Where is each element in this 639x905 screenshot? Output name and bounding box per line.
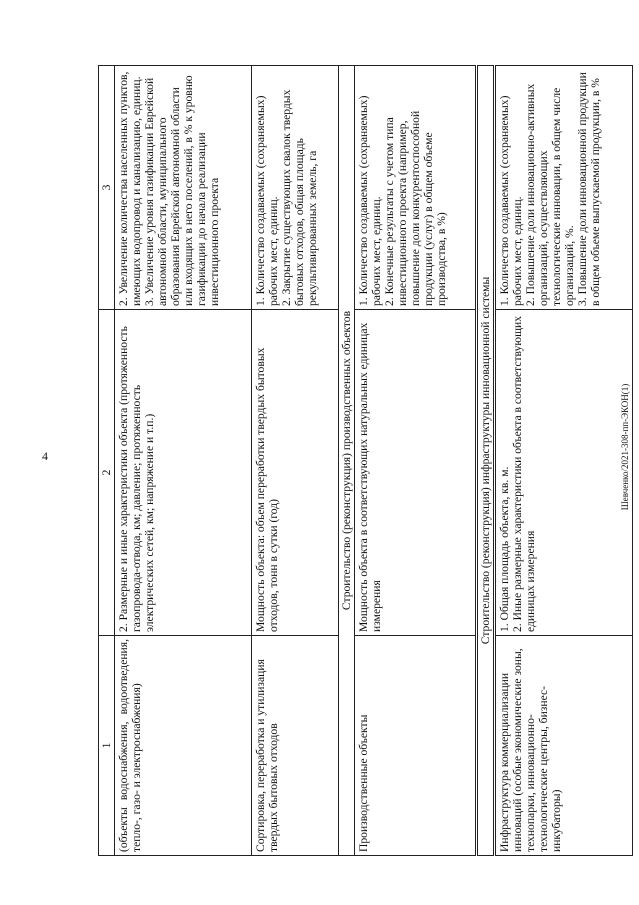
result-item: 3. Увеличение уровня газификации Еврейской автономной области, муниципального образования Еврейской автономной области или входящих в него поселений, в % к уровню газификации до начала реализации инвестиционного проекта bbox=[143, 75, 221, 306]
result-item: 2. Конечные результаты с учетом типа инвестиционного проекта (например, повышение доли конкурентоспособной продукции (услуг) в общем объеме производства, в %) bbox=[383, 110, 449, 306]
characteristic-item: 2. Иные размерные характеристики объекта в соответствующих единицах измерения bbox=[511, 315, 538, 632]
rotated-table-container bbox=[98, 66, 633, 856]
table-row bbox=[251, 66, 339, 856]
result-item: 3. Повышение доли инновационной продукции в общем объеме выпускаемой продукции, в % bbox=[576, 72, 603, 306]
footer-document-code: Шевченко/2021-308-пп-ЭКОН(1) bbox=[620, 383, 630, 511]
table-row bbox=[495, 66, 633, 856]
characteristic-cell: Мощность объекта в соответствующих натуральных единицах измерения bbox=[355, 310, 477, 636]
column-number-1: 1 bbox=[99, 636, 115, 856]
result-indicator-cell bbox=[115, 66, 252, 310]
result-item: 2. Закрытие существующих свалок твердых бытовых отходов, общая площадь рекультивированных земель, га bbox=[279, 89, 319, 306]
object-type-cell: (объекты водоснабжения, водоотведения, тепло-, газо- и электроснабжения) bbox=[115, 636, 252, 856]
characteristic-item: 1. Общая площадь объекта, кв. м. bbox=[498, 466, 512, 632]
characteristic-cell bbox=[495, 310, 633, 636]
object-type-cell: Инфраструктура коммерциализации инноваций (особые экономические зоны, технопарки, инновационно-технологические центры, бизнес-инкубаторы) bbox=[495, 636, 633, 856]
result-item: 1. Количество создаваемых (сохраняемых) рабочих мест, единиц. bbox=[357, 95, 384, 306]
object-type-cell: Сортировка, переработка и утилизация твердых бытовых отходов bbox=[251, 636, 339, 856]
object-type-cell: Производственные объекты bbox=[355, 636, 477, 856]
characteristic-cell: 2. Размерные и иные характеристики объекта (протяженность газопровода-отвода, км; давление; протяженность электрических сетей, км; напряжение и т.п.) bbox=[115, 310, 252, 636]
section-title-production: Строительство (реконструкция) производственных объектов bbox=[339, 66, 355, 856]
result-item: 1. Количество создаваемых (сохраняемых) рабочих мест, единиц. bbox=[498, 95, 525, 306]
column-number-3: 3 bbox=[99, 66, 115, 310]
result-indicator-cell bbox=[495, 66, 633, 310]
characteristic-cell: Мощность объекта: объем переработки твердых бытовых отходов, тонн в сутки (год) bbox=[251, 310, 339, 636]
column-number-2: 2 bbox=[99, 310, 115, 636]
section-header-row bbox=[477, 66, 495, 856]
result-indicator-cell bbox=[251, 66, 339, 310]
section-header-row bbox=[339, 66, 355, 856]
column-numbers-row bbox=[99, 66, 115, 856]
table-row bbox=[355, 66, 477, 856]
section-title-innovation: Строительство (реконструкция) инфраструктуры инновационной системы bbox=[477, 66, 495, 856]
result-item: 2. Повышение доли инновационно-активных организаций, осуществляющих технологические инновации, в общем числе организаций, %. bbox=[524, 83, 577, 306]
result-item: 1. Количество создаваемых (сохраняемых) рабочих мест, единиц. bbox=[253, 95, 280, 306]
result-indicator-cell bbox=[355, 66, 477, 310]
page-number: 4 bbox=[42, 449, 48, 463]
indicators-table bbox=[98, 65, 633, 856]
table-row bbox=[115, 66, 252, 856]
result-item: 2. Увеличение количества населенных пунктов, имеющих водопровод и канализацию, единиц. bbox=[117, 71, 143, 306]
